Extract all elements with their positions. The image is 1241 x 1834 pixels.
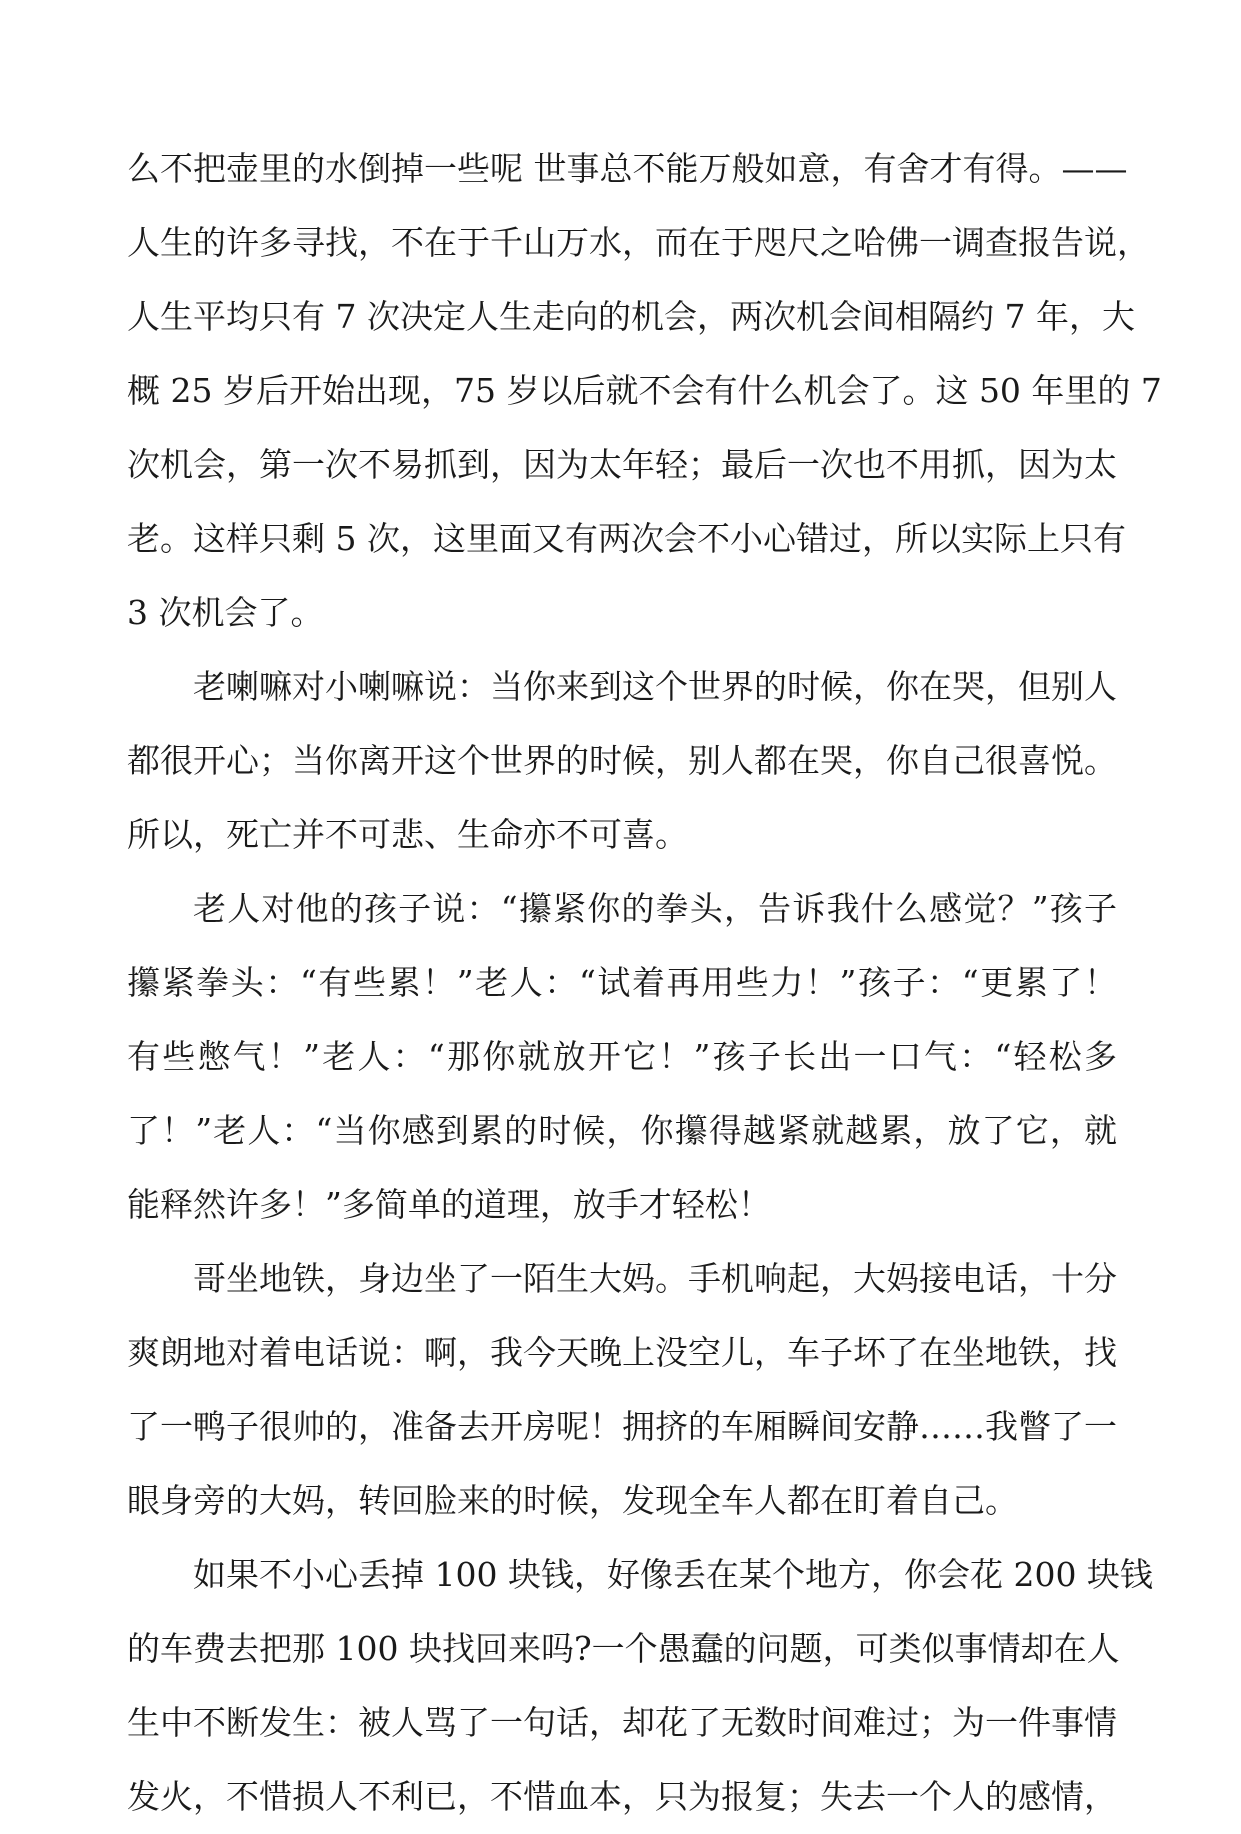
text-line: 所以，死亡并不可悲、生命亦不可喜。	[127, 815, 688, 854]
paragraph-5	[127, 1538, 1153, 1834]
paragraph-1	[127, 132, 1162, 650]
text-line: 老。这样只剩 5 次，这里面又有两次会不小心错过，所以实际上只有	[127, 519, 1126, 558]
document-body	[127, 132, 1162, 1834]
paragraph-2	[127, 650, 1117, 872]
text-line: 3 次机会了。	[127, 593, 324, 632]
text-line: 爽朗地对着电话说：啊，我今天晚上没空儿，车子坏了在坐地铁，找	[127, 1333, 1117, 1372]
text-line: 眼身旁的大妈，转回脸来的时候，发现全车人都在盯着自己。	[127, 1481, 1018, 1520]
paragraph-3	[127, 872, 1117, 1242]
paragraph-4	[127, 1242, 1117, 1538]
text-line: 老人对他的孩子说：“攥紧你的拳头，告诉我什么感觉？”孩子	[193, 889, 1117, 928]
text-line: 了！”老人：“当你感到累的时候，你攥得越紧就越累，放了它，就	[127, 1111, 1117, 1150]
text-line: 人生平均只有 7 次决定人生走向的机会，两次机会间相隔约 7 年，大	[127, 297, 1135, 336]
text-line: 概 25 岁后开始出现，75 岁以后就不会有什么机会了。这 50 年里的 7	[127, 371, 1162, 410]
text-line: 攥紧拳头：“有些累！”老人：“试着再用些力！”孩子：“更累了！	[127, 963, 1117, 1002]
text-line: 生中不断发生：被人骂了一句话，却花了无数时间难过；为一件事情	[127, 1703, 1117, 1742]
text-line: 有些憋气！”老人：“那你就放开它！”孩子长出一口气：“轻松多	[127, 1037, 1117, 1076]
text-line: 的车费去把那 100 块找回来吗?一个愚蠢的问题，可类似事情却在人	[127, 1629, 1120, 1668]
text-line: 么不把壶里的水倒掉一些呢 世事总不能万般如意，有舍才有得。——	[127, 149, 1128, 188]
text-line: 如果不小心丢掉 100 块钱，好像丢在某个地方，你会花 200 块钱	[193, 1555, 1153, 1594]
text-line: 老喇嘛对小喇嘛说：当你来到这个世界的时候，你在哭，但别人	[193, 667, 1117, 706]
text-line: 哥坐地铁，身边坐了一陌生大妈。手机响起，大妈接电话，十分	[193, 1259, 1117, 1298]
text-line: 次机会，第一次不易抓到，因为太年轻；最后一次也不用抓，因为太	[127, 445, 1117, 484]
text-line: 了一鸭子很帅的，准备去开房呢！拥挤的车厢瞬间安静……我瞥了一	[127, 1407, 1117, 1446]
text-line: 都很开心；当你离开这个世界的时候，别人都在哭，你自己很喜悦。	[127, 741, 1117, 780]
text-line: 能释然许多！”多简单的道理，放手才轻松！	[127, 1185, 771, 1224]
text-line: 发火，不惜损人不利已，不惜血本，只为报复；失去一个人的感情，	[127, 1777, 1117, 1816]
text-line: 人生的许多寻找，不在于千山万水，而在于咫尺之哈佛一调查报告说，	[127, 223, 1150, 262]
